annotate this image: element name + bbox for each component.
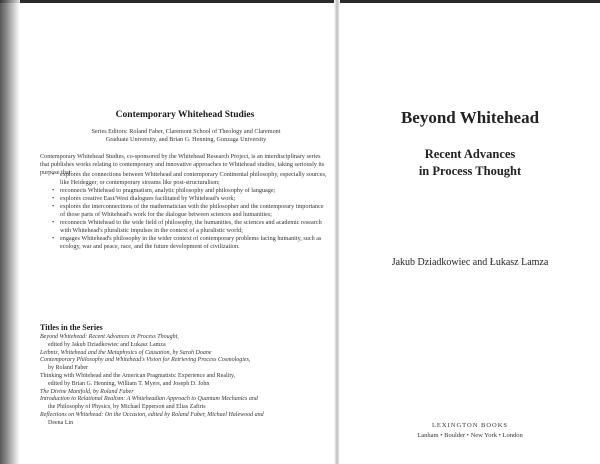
series-aims-list	[52, 171, 330, 251]
titles-list	[40, 334, 330, 428]
book-subtitle	[345, 146, 595, 180]
series-editors	[48, 128, 324, 144]
title-editor: by Roland Faber	[48, 365, 88, 372]
title-editor: edited by Jakub Dziadkowiec and Łukasz Lamza	[48, 341, 166, 348]
title-name: Contemporary Philosophy and Whitehead's Vision for Retrieving Process Cosmologies,	[40, 357, 251, 364]
left-page	[40, 0, 330, 464]
series-aim-item: • explores the connections between Whitehead and contemporary Continental philosophy, especially sources, like Heidegger, or contemporary streams like post-structuralism;	[52, 171, 330, 187]
publisher-name: LEXINGTON BOOKS	[431, 422, 509, 429]
subtitle-line: Recent Advances	[424, 147, 516, 161]
series-title: Contemporary Whitehead Studies	[115, 110, 255, 120]
page-gutter	[334, 0, 340, 464]
series-aim-item: • reconnects Whitehead to pragmatism, analytic philosophy and philosophy of language;	[52, 187, 330, 195]
title-name: Leibniz, Whitehead and the Metaphysics of Causation, by Sarah Doane	[40, 349, 212, 356]
title-editor: Deena Lin	[48, 419, 74, 426]
title-name: Thinking with Whitehead and the American Pragmatists: Experience and Reality,	[40, 372, 236, 379]
title-editor: the Philosophy of Physics, by Michael Epperson and Elias Zafiris	[48, 404, 206, 411]
series-editors-line: Graduate University, and Brian G. Henning, Gonzaga University	[105, 136, 267, 143]
series-editors-line: Series Editors: Roland Faber, Claremont School of Theology and Claremont	[91, 128, 281, 135]
publisher-cities: Lanham • Boulder • New York • London	[417, 432, 523, 439]
title-name: Reflections on Whitehead: On the Occasion, edited by Roland Faber, Michael Halewood and	[40, 411, 264, 418]
series-aim-item: • engages Whitehead's philosophy in the wider context of contemporary problems facing humanity, such as ecology, war and peace, race, and the future development of civilization.	[52, 235, 330, 251]
titles-heading: Titles in the Series	[40, 323, 103, 332]
title-name: Beyond Whitehead: Recent Advances in Process Thought,	[40, 334, 179, 340]
series-intro: Contemporary Whitehead Studies, co-sponsored by the Whitehead Research Project, is an interdisciplinary series that publishes works relating to contemporary and innovative approaches to Whitehead studies, taking seriously its purpose that:	[40, 153, 325, 176]
subtitle-line: in Process Thought	[418, 164, 522, 178]
title-entry	[40, 357, 330, 373]
book-authors: Jakub Dziadkowiec and Łukasz Lamza	[391, 257, 549, 268]
series-aim-item: • explores the interconnections of the mathematician with the philosopher and the contemporary importance of those parts of Whitehead's work for the dialogue between sciences and humanities;	[52, 203, 330, 219]
title-name: The Divine Manifold, by Roland Faber	[40, 388, 134, 395]
book-title: Beyond Whitehead	[400, 108, 540, 127]
title-entry	[40, 396, 330, 412]
title-entry	[40, 389, 330, 397]
title-name: Introduction to Relational Realism: A Whiteheadian Approach to Quantum Mechanics and	[40, 396, 258, 403]
title-entry	[40, 373, 330, 389]
series-aim-item: • reconnects Whitehead to the wide field of philosophy, the humanities, the sciences and academic research with Whitehead's pluralistic impulses in the context of a pluralistic world;	[52, 219, 330, 235]
title-entry	[40, 334, 330, 350]
title-editor: edited by Brian G. Henning, William T. Myers, and Joseph D. John	[48, 380, 210, 387]
book-spine-shadow	[0, 0, 20, 464]
title-entry	[40, 412, 330, 428]
series-aim-item: • explores creative East/West dialogues facilitated by Whitehead's work;	[52, 195, 330, 203]
